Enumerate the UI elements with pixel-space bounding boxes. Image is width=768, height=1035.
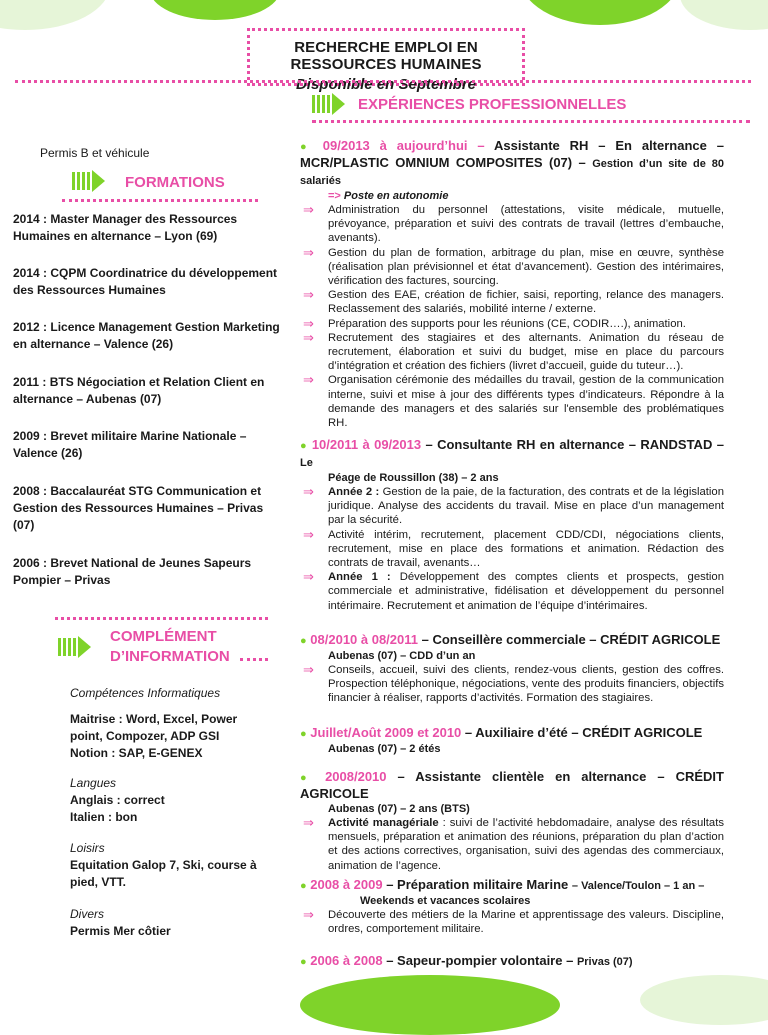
complement-arrow-icon: [58, 636, 91, 658]
experience-entry: [300, 877, 724, 936]
decor-blob-bottom-right: [640, 975, 768, 1025]
formation-item: 2006 : Brevet National de Jeunes Sapeurs Pompier – Privas: [13, 556, 252, 587]
bullet-dot-icon: ●: [300, 956, 307, 968]
experience-date: 09/2013 à aujourd’hui –: [322, 138, 485, 153]
list-item: ⇒ Préparation des supports pour les réunions (CE, CODIR….), animation.: [303, 315, 686, 331]
arrow-text: =>: [328, 190, 341, 202]
list-item: ⇒ Gestion des EAE, création de fichier, saisi, reporting, relance des managers. Reclassement des salariés, mobilité interne / externe.: [303, 287, 724, 316]
experiences-title: EXPÉRIENCES PROFESSIONNELLES: [358, 96, 627, 113]
bullet-dot-icon: ●: [300, 772, 315, 784]
header-box: [247, 28, 525, 93]
decor-blob-top-green: [150, 0, 280, 20]
divers-label: Divers: [70, 907, 105, 921]
list-item: ⇒ Organisation cérémonie des médailles du travail, gestion de la communication interne, suivi et mise à jour des différents types d’indicateurs. Répondre à la demande des managers et des salariés sur l'ensemble des problématiques RH.: [303, 372, 724, 430]
experience-location: Aubenas (07) – CDD d’un an: [328, 650, 476, 662]
page-subtitle: Disponible en Septembre: [295, 76, 477, 93]
experience-title: – Conseillère commerciale – CRÉDIT AGRICOLE: [421, 632, 721, 647]
arrow-right-icon: ⇒: [303, 372, 314, 388]
experience-title: – Assistante clientèle en alternance – CRÉDIT AGRICOLE: [300, 769, 724, 801]
experience-title: – Consultante RH en alternance – RANDSTAD –: [425, 437, 724, 452]
divers-text: Permis Mer côtier: [70, 924, 171, 938]
experience-entry: [300, 725, 724, 756]
list-item: ⇒ Découverte des métiers de la Marine et apprentissage des valeurs. Discipline, ordres, comportement militaire.: [303, 907, 724, 936]
formation-item: 2009 : Brevet militaire Marine Nationale – Valence (26): [13, 429, 247, 460]
bullet-dot-icon: ●: [300, 635, 307, 647]
loisirs-label: Loisirs: [70, 841, 105, 855]
page-title: RECHERCHE EMPLOI EN RESSOURCES HUMAINES: [290, 39, 482, 73]
arrow-right-icon: ⇒: [303, 315, 314, 331]
bullet-dot-icon: ●: [300, 440, 308, 452]
experience-date: 2006 à 2008: [310, 953, 383, 968]
langues-line: Italien : bon: [70, 810, 138, 824]
experience-entry: [300, 769, 724, 873]
complement-title-1: COMPLÉMENT: [110, 628, 217, 645]
langues-label: Langues: [70, 776, 117, 790]
experience-location: Aubenas (07) – 2 ans (BTS): [328, 803, 470, 815]
arrow-right-icon: ⇒: [303, 244, 314, 260]
experience-date: Juillet/Août 2009 et 2010: [310, 725, 462, 740]
langues-line: Anglais : correct: [70, 793, 165, 807]
formation-item: 2008 : Baccalauréat STG Communication et Gestion des Ressources Humaines – Privas (07): [13, 484, 264, 532]
experience-detail: Gestion d’un site de 80 salariés: [300, 158, 724, 187]
bullet-dot-icon: ●: [300, 728, 307, 740]
formations-title: FORMATIONS: [125, 174, 225, 191]
complement-top-divider: [55, 617, 268, 620]
formation-item: 2014 : CQPM Coordinatrice du développement des Ressources Humaines: [13, 266, 278, 297]
formations-arrow-icon: [72, 170, 105, 192]
experience-entry: [300, 953, 724, 970]
header-divider: [15, 80, 751, 83]
info-text: Maitrise : Word, Excel, Power point, Compozer, ADP GSI Notion : SAP, E-GENEX: [70, 712, 238, 760]
list-item: ⇒ Année 2 : Gestion de la paie, de la facturation, des contrats et de la législation juridique. Analyse des accidents du travail. Mise en place d’un management par la sécurité.: [303, 484, 724, 527]
list-item: ⇒ Activité intérim, recrutement, placement CDD/CDI, négociations clients, recrutement, mise en place des formations et animation. Rédaction des contrats de travail, avenants…: [303, 526, 724, 570]
decor-blob-top-far: [680, 0, 768, 30]
info-label: Compétences Informatiques: [70, 686, 221, 700]
experience-title: – Sapeur-pompier volontaire –: [386, 953, 574, 968]
experience-title: – Préparation militaire Marine: [386, 877, 569, 892]
list-item: ⇒ Recrutement des stagiaires et des alternants. Animation du réseau de recrutement, élaboration et suivi du budget, mise en place du parcours d’intégration et création des fichiers (livret d’accueil, guide du tuteur…).: [303, 329, 724, 373]
arrow-right-icon: ⇒: [303, 484, 314, 499]
experience-date: 2008 à 2009: [310, 877, 383, 892]
experience-date: 2008/2010: [325, 769, 387, 784]
experience-location: Weekends et vacances scolaires: [360, 895, 531, 907]
complement-divider: [240, 658, 268, 661]
complement-title-2: D’INFORMATION: [110, 648, 230, 665]
formation-item: 2014 : Master Manager des Ressources Humaines en alternance – Lyon (69): [13, 212, 238, 243]
experience-location: Aubenas (07) – 2 étés: [328, 743, 441, 755]
arrow-right-icon: ⇒: [303, 815, 314, 830]
experience-entry: [300, 632, 724, 706]
experience-detail: Privas (07): [576, 956, 633, 968]
arrow-right-icon: ⇒: [303, 202, 314, 217]
permis-text: Permis B et véhicule: [40, 146, 150, 160]
formations-divider: [62, 199, 258, 202]
bullet-dot-icon: ●: [300, 880, 307, 892]
arrow-right-icon: ⇒: [303, 526, 314, 542]
list-item: ⇒ Activité managériale : suivi de l’activité hebdomadaire, analyse des résultats mensuels, préparation et animation des réunions, préparation du plan d’action et des actions correctives, organisation, suivi des agendas des commerciaux, animation de l’agence.: [303, 815, 724, 872]
list-item: ⇒ Conseils, accueil, suivi des clients, rendez-vous clients, gestion des coffres. Prospection téléphonique, négociations, vente des produits financiers, objectifs financier à réaliser, rapports d’activités. Formation des stagiaires.: [303, 662, 724, 705]
experience-autonomy: Poste en autonomie: [343, 190, 449, 202]
decor-blob-bottom: [300, 975, 560, 1035]
experiences-divider: [312, 120, 750, 123]
experience-date: 08/2010 à 08/2011: [310, 632, 419, 647]
experience-detail: – Valence/Toulon – 1 an –: [571, 880, 705, 892]
arrow-right-icon: ⇒: [303, 662, 314, 677]
experience-entry: [300, 138, 724, 430]
experience-entry: [300, 437, 724, 613]
formation-item: 2012 : Licence Management Gestion Marketing en alternance – Valence (26): [13, 320, 280, 351]
arrow-right-icon: ⇒: [303, 569, 314, 585]
bullet-dot-icon: ●: [300, 141, 313, 153]
formation-item: 2011 : BTS Négociation et Relation Client en alternance – Aubenas (07): [13, 375, 265, 406]
list-item: ⇒ Année 1 : Développement des comptes clients et prospects, gestion commerciale et administrative, fidélisation et développement du personnel intérimaire. Recrutement et animation de l’équipe d’intérimaires.: [303, 569, 724, 612]
experience-title: – Auxiliaire d’été – CRÉDIT AGRICOLE: [464, 725, 703, 740]
experiences-arrow-icon: [312, 93, 345, 115]
list-item: ⇒ Administration du personnel (attestations, visite médicale, mutuelle, prévoyance, préparation et suivi des contrats de travail (lettres d’embauche, avenants).: [303, 202, 724, 245]
experience-detail: Le: [300, 457, 313, 469]
arrow-right-icon: ⇒: [303, 287, 314, 303]
arrow-right-icon: ⇒: [303, 329, 314, 345]
loisirs-text: Equitation Galop 7, Ski, course à pied, VTT.: [70, 858, 257, 889]
decor-blob-top-right: [520, 0, 680, 25]
experience-location: Péage de Roussillon (38) – 2 ans: [328, 472, 499, 484]
decor-blob-top-left: [0, 0, 110, 30]
experience-date: 10/2011 à 09/2013: [311, 437, 422, 452]
list-item: ⇒ Gestion du plan de formation, arbitrage du plan, mise en œuvre, synthèse (réalisation plan prévisionnel et état d’avancement). Gestion des intérimaires, vérification des factures, sourcing.: [303, 244, 724, 288]
arrow-right-icon: ⇒: [303, 907, 314, 922]
experience-title: Assistante RH – En alternance – MCR/PLASTIC OMNIUM COMPOSITES (07) –: [300, 138, 724, 170]
